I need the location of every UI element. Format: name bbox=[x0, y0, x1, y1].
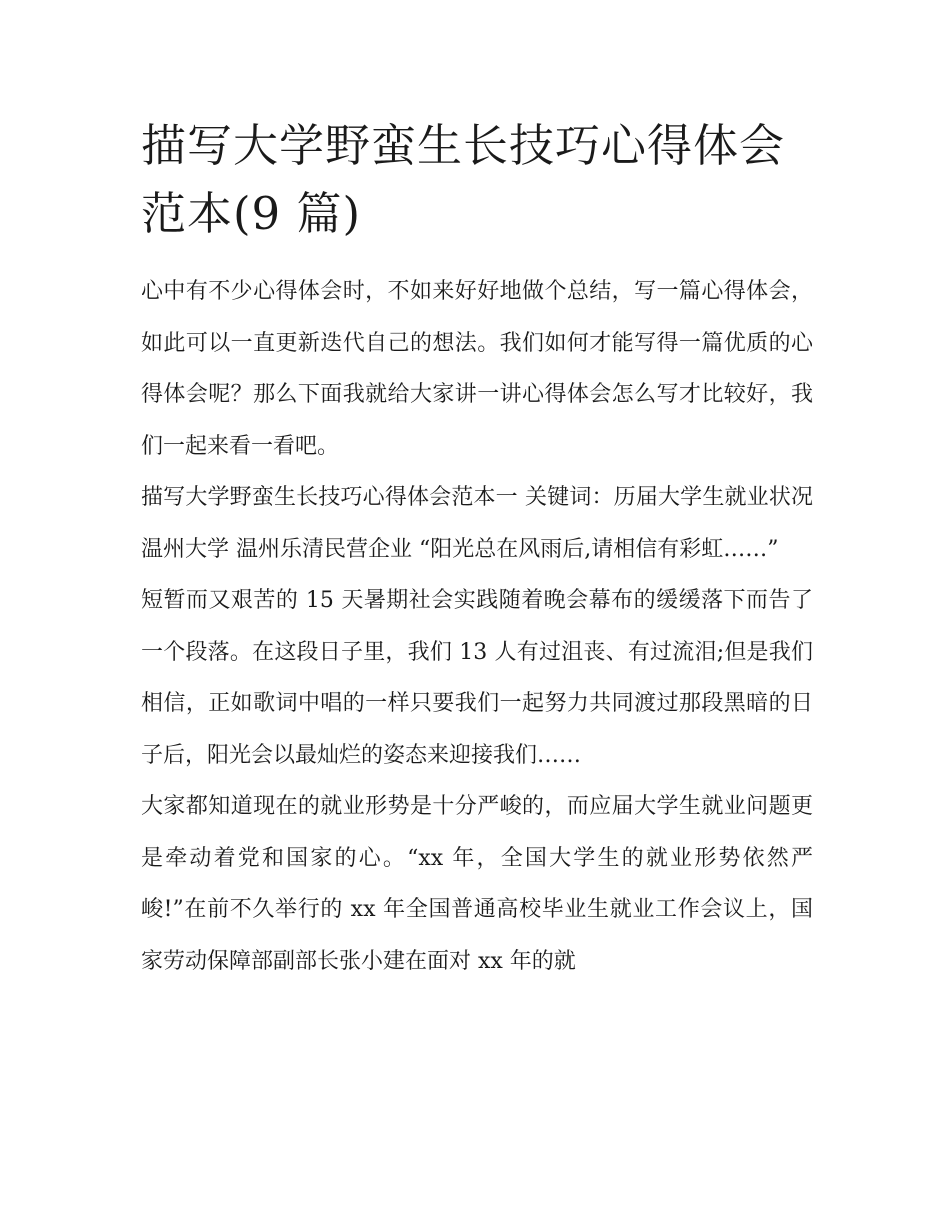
document-body bbox=[141, 112, 813, 987]
practice-summary-paragraph: 短暂而又艰苦的 15 天暑期社会实践随着晚会幕布的缓缓落下而告了一个段落。在这段日子里，我们 13 人有过沮丧、有过流泪;但是我们相信，正如歌词中唱的一样只要我们一起努力共同渡过那段黑暗的日子后，阳光会以最灿烂的姿态来迎接我们…… bbox=[141, 588, 813, 768]
intro-paragraph: 心中有不少心得体会时，不如来好好地做个总结，写一篇心得体会，如此可以一直更新迭代自己的想法。我们如何才能写得一篇优质的心得体会呢？那么下面我就给大家讲一讲心得体会怎么写才比较好，我们一起来看一看吧。 bbox=[141, 279, 813, 459]
sample-one-heading-paragraph: 描写大学野蛮生长技巧心得体会范本一 关键词：历届大学生就业状况 温州大学 温州乐清民营企业 “阳光总在风雨后,请相信有彩虹……” bbox=[141, 485, 813, 562]
employment-situation-paragraph: 大家都知道现在的就业形势是十分严峻的，而应届大学生就业问题更是牵动着党和国家的心。“xx 年，全国大学生的就业形势依然严峻!”在前不久举行的 xx 年全国普通高校毕业生就业工作会议上，国家劳动保障部副部长张小建在面对 xx 年的就 bbox=[141, 794, 813, 974]
document-title: 描写大学野蛮生长技巧心得体会范本(9 篇) bbox=[141, 119, 786, 240]
